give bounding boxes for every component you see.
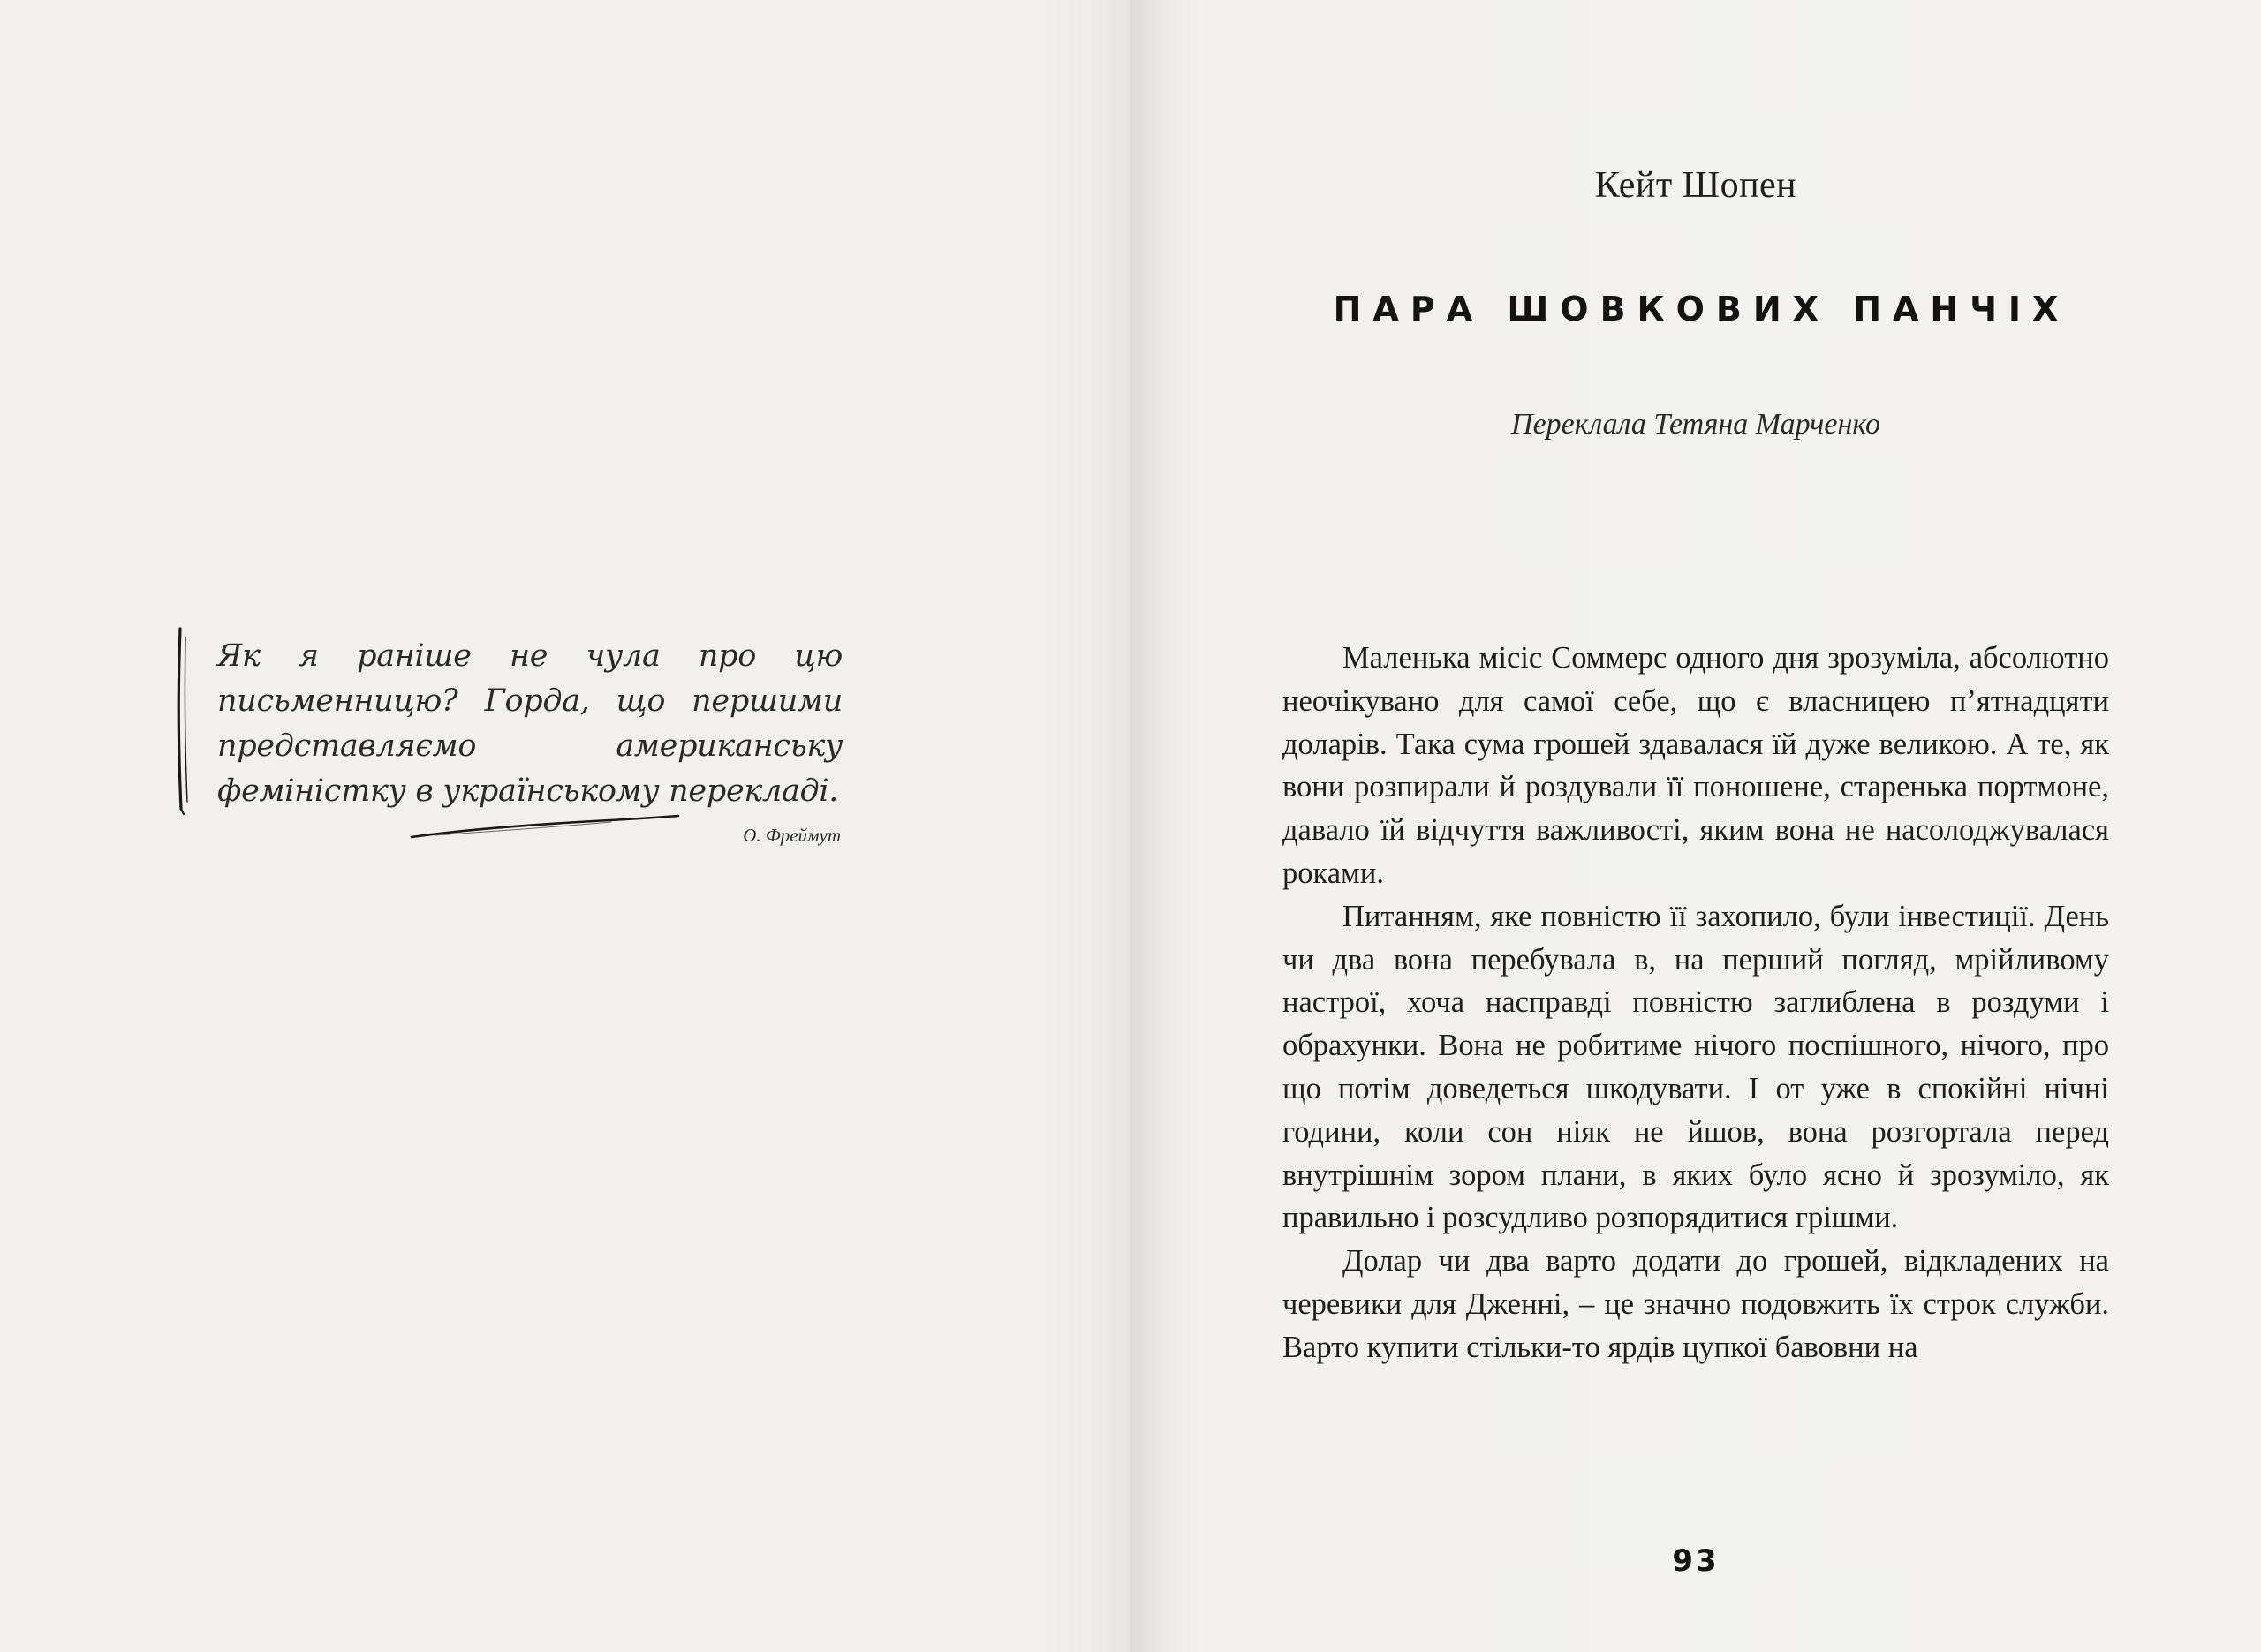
page-number: 93 xyxy=(1672,1543,1720,1579)
story-title: ПАРА ШОВКОВИХ ПАНЧІХ xyxy=(1333,290,2070,328)
quote-flourish xyxy=(408,811,682,841)
quote-text: Як я раніше не чула про цю письменницю? Горда, що першими представляємо американську феміністку в українському перекладі. xyxy=(217,638,843,809)
paragraph: Питанням, яке повністю її захопило, були інвестиції. День чи два вона перебувала в, на перший погляд, мрійливому настрої, хоча насправді повністю заглиблена в роздуми і обрахунки. Вона не робитиме нічого поспішного, нічого, про що потім доведеться шкодувати. І от уже в спокійні нічні години, коли сон ніяк не йшов, вона розгортала перед внутрішнім зором плани, в яких було ясно й зрозуміло, як правильно і розсудливо розпорядитися грішми. xyxy=(1282,899,2109,1235)
story-body xyxy=(1282,637,2109,1369)
quote-bar-ornament xyxy=(173,625,200,815)
paragraph: Долар чи два варто додати до грошей, відкладених на черевики для Дженні, – це значно подовжить їх строк служби. Варто купити стільки-то ярдів цупкої бавовни на xyxy=(1282,1244,2109,1364)
paragraph: Маленька місіс Соммерс одного дня зрозуміла, абсолютно неочікувано для самої себе, що є власницею п’ятнадцяти доларів. Така сума грошей здавалася їй дуже великою. А те, як вони розпирали й роздували її поношене, старенька портмоне, давало їй відчуття важливості, яким вона не насолоджувалася роками. xyxy=(1282,641,2109,890)
quote-author: О. Фреймут xyxy=(743,825,841,846)
left-page xyxy=(0,0,1130,1652)
story-translator: Переклала Тетяна Марченко xyxy=(1511,408,1880,441)
story-author: Кейт Шопен xyxy=(1594,165,1797,206)
